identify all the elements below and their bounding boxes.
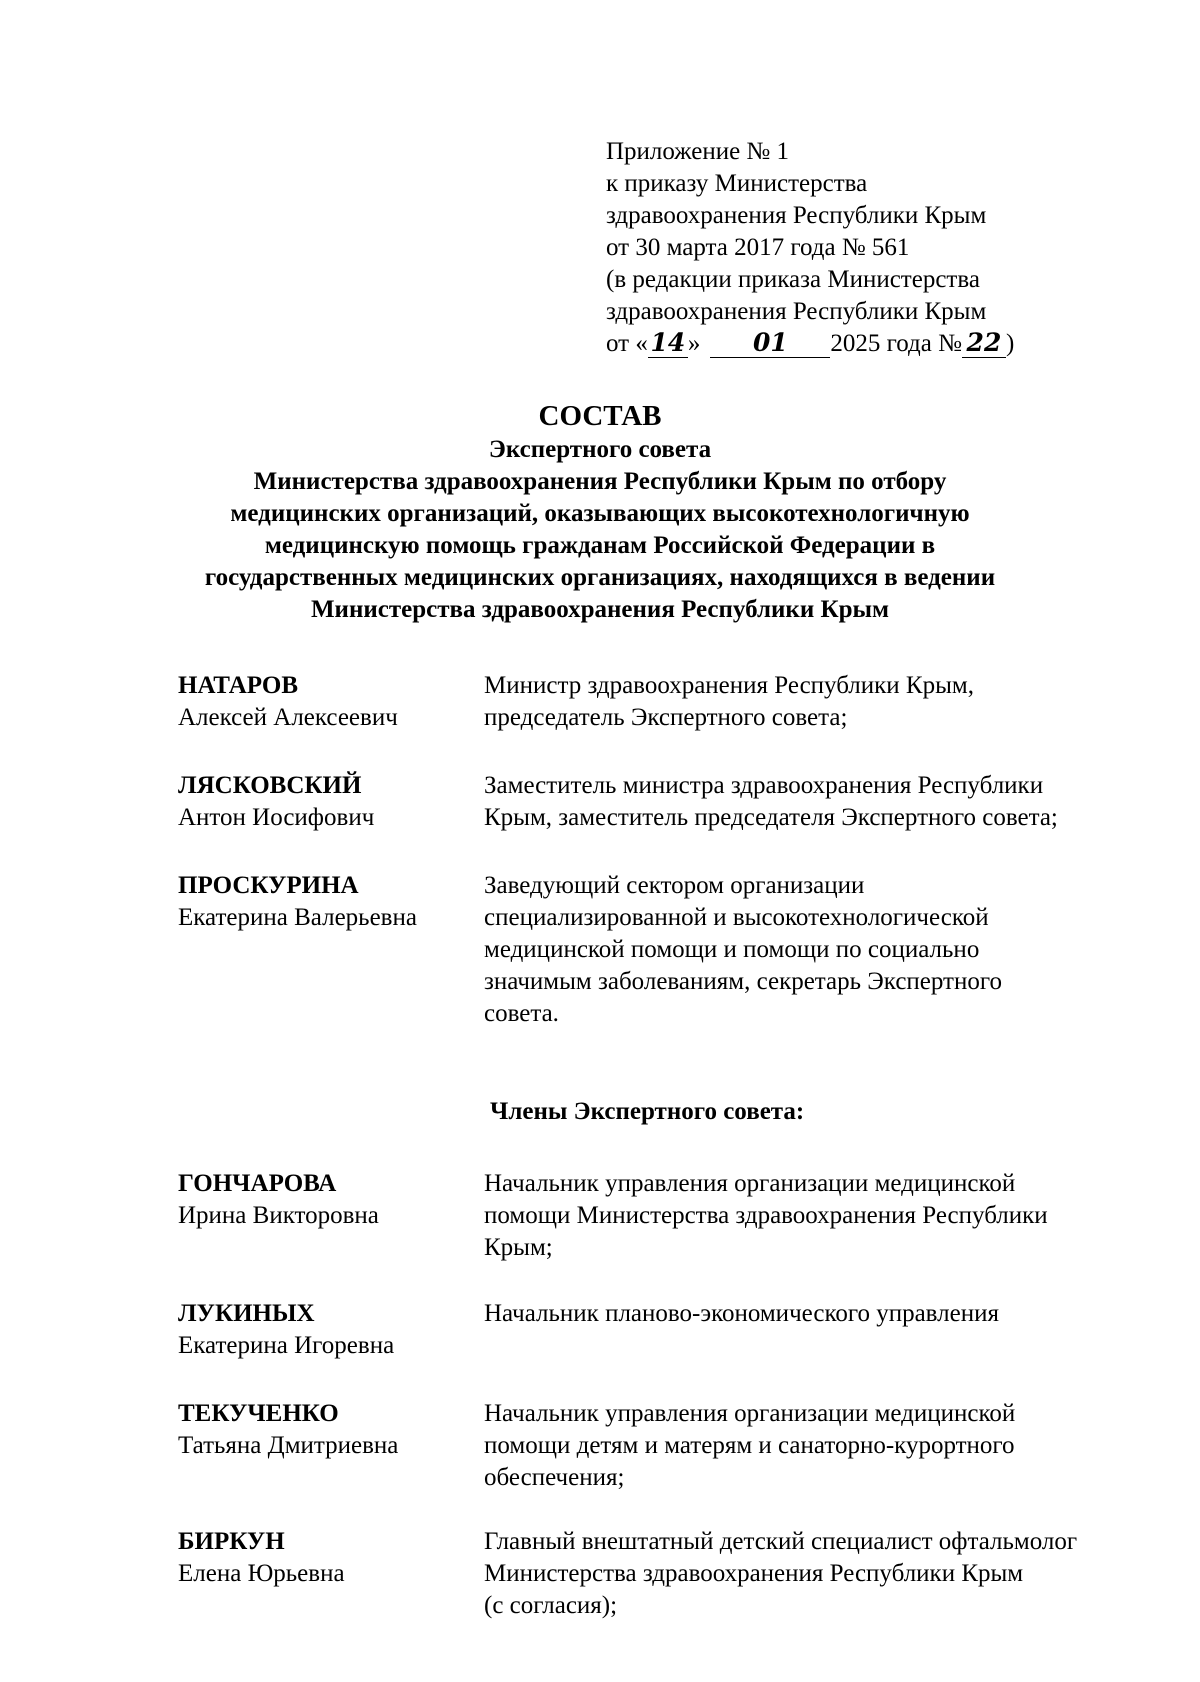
person-surname: ЛУКИНЫХ bbox=[178, 1300, 315, 1327]
date-mid: » bbox=[687, 330, 701, 357]
appendix-line: к приказу Министерства bbox=[606, 170, 868, 197]
role-line: (с согласия); bbox=[484, 1592, 618, 1619]
role-line: Заместитель министра здравоохранения Республики bbox=[484, 772, 1044, 799]
title-line: государственных медицинских организациях, находящихся в ведении bbox=[204, 564, 996, 591]
role-line: Заведующий сектором организации bbox=[484, 872, 865, 899]
year-text: 2025 года № bbox=[830, 330, 962, 357]
role-line: Министерства здравоохранения Республики Крым bbox=[484, 1560, 1024, 1587]
person-given-name: Екатерина Валерьевна bbox=[178, 904, 417, 931]
appendix-line: здравоохранения Республики Крым bbox=[606, 298, 987, 325]
title-line: Экспертного совета bbox=[488, 436, 712, 463]
date-prefix: от « bbox=[606, 330, 648, 357]
person-role bbox=[484, 770, 1184, 834]
role-line: председатель Экспертного совета; bbox=[484, 704, 848, 731]
members-heading: Члены Экспертного совета: bbox=[490, 1098, 805, 1125]
role-line: помощи детям и матерям и санаторно-курортного bbox=[484, 1432, 1015, 1459]
role-line: совета. bbox=[484, 1000, 559, 1027]
role-line: Начальник управления организации медицинской bbox=[484, 1400, 1016, 1427]
document-title bbox=[0, 398, 1200, 626]
appendix-line: (в редакции приказа Министерства bbox=[606, 266, 980, 293]
appendix-line: Приложение № 1 bbox=[606, 138, 790, 165]
handwritten-day: 14 bbox=[648, 329, 688, 358]
title-line: медицинских организаций, оказывающих высокотехнологичную bbox=[230, 500, 970, 527]
person-given-name: Алексей Алексеевич bbox=[178, 704, 398, 731]
title-line: медицинскую помощь гражданам Российской Федерации в bbox=[264, 532, 936, 559]
role-line: Начальник планово-экономического управления bbox=[484, 1300, 999, 1327]
role-line: Крым; bbox=[484, 1234, 553, 1261]
person-role bbox=[484, 1168, 1184, 1264]
person-surname: БИРКУН bbox=[178, 1528, 285, 1555]
role-line: специализированной и высокотехнологической bbox=[484, 904, 989, 931]
title-main: СОСТАВ bbox=[538, 400, 662, 432]
role-line: медицинской помощи и помощи по социально bbox=[484, 936, 980, 963]
person-given-name: Елена Юрьевна bbox=[178, 1560, 345, 1587]
role-line: Начальник управления организации медицинской bbox=[484, 1170, 1016, 1197]
person-surname: НАТАРОВ bbox=[178, 672, 299, 699]
role-line: обеспечения; bbox=[484, 1464, 625, 1491]
title-line: Министерства здравоохранения Республики Крым bbox=[310, 596, 890, 623]
person-surname: ТЕКУЧЕНКО bbox=[178, 1400, 339, 1427]
person-role bbox=[484, 1398, 1184, 1494]
title-line: Министерства здравоохранения Республики Крым по отбору bbox=[253, 468, 947, 495]
role-line: значимым заболеваниям, секретарь Экспертного bbox=[484, 968, 1002, 995]
appendix-header bbox=[606, 136, 1166, 360]
closing-paren: ) bbox=[1005, 330, 1015, 357]
appendix-line: от 30 марта 2017 года № 561 bbox=[606, 234, 910, 261]
person-given-name: Екатерина Игоревна bbox=[178, 1332, 395, 1359]
role-line: Главный внештатный детский специалист офтальмолог bbox=[484, 1528, 1078, 1555]
person-role bbox=[484, 1526, 1184, 1622]
handwritten-month: 01 bbox=[710, 329, 830, 358]
person-surname: ЛЯСКОВСКИЙ bbox=[178, 772, 362, 799]
role-line: Крым, заместитель председателя Экспертного совета; bbox=[484, 804, 1058, 831]
role-line: помощи Министерства здравоохранения Республики bbox=[484, 1202, 1048, 1229]
appendix-date-line bbox=[606, 328, 1166, 360]
person-surname: ПРОСКУРИНА bbox=[178, 872, 359, 899]
person-given-name: Татьяна Дмитриевна bbox=[178, 1432, 399, 1459]
person-role bbox=[484, 670, 1184, 734]
person-surname: ГОНЧАРОВА bbox=[178, 1170, 337, 1197]
person-given-name: Антон Иосифович bbox=[178, 804, 375, 831]
role-line: Министр здравоохранения Республики Крым, bbox=[484, 672, 974, 699]
person-role bbox=[484, 1298, 1184, 1330]
person-role bbox=[484, 870, 1184, 1030]
appendix-line: здравоохранения Республики Крым bbox=[606, 202, 987, 229]
person-given-name: Ирина Викторовна bbox=[178, 1202, 379, 1229]
handwritten-number: 22 bbox=[962, 329, 1006, 358]
